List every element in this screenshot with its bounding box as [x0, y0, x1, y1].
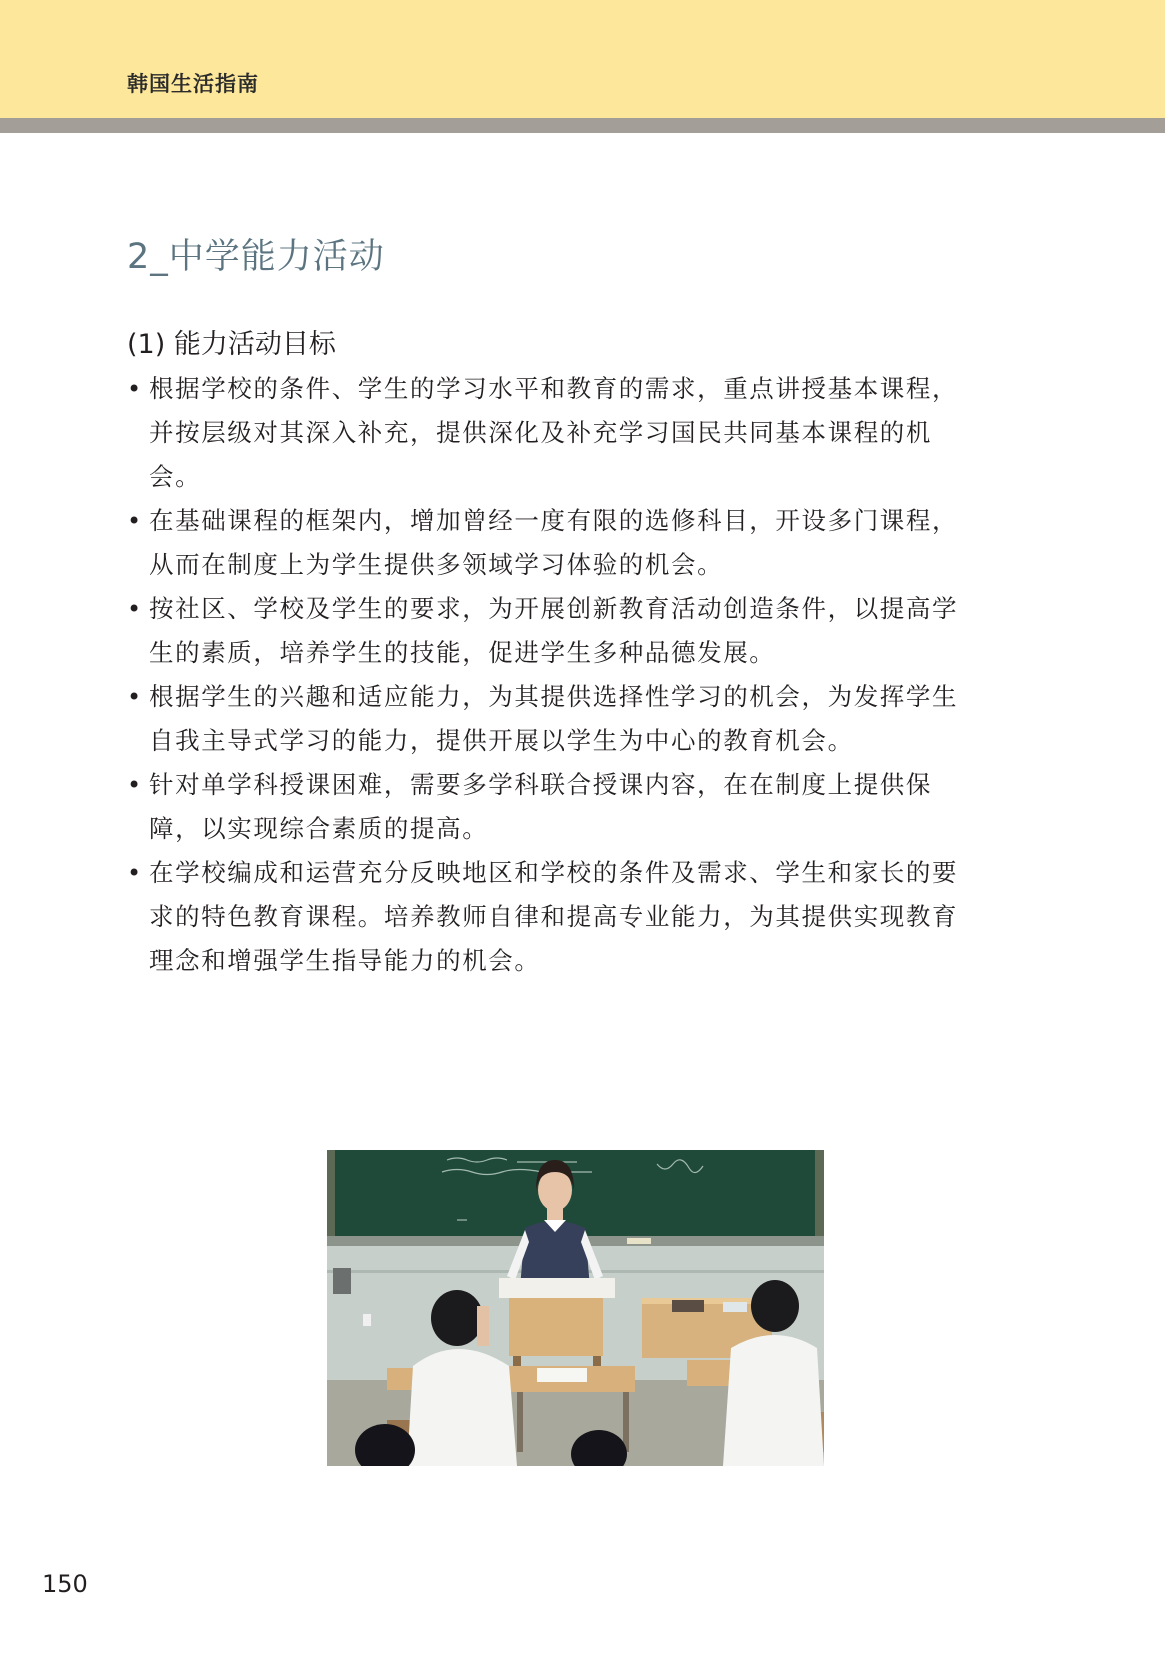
list-item [127, 763, 1027, 851]
list-item-line: 针对单学科授课困难，需要多学科联合授课内容，在在制度上提供保 [149, 770, 932, 799]
bullet-icon: • [127, 507, 143, 535]
list-item-line: 在学校编成和运营充分反映地区和学校的条件及需求、学生和家长的要 [149, 858, 959, 887]
classroom-illustration [327, 1150, 824, 1466]
bullet-icon: • [127, 375, 143, 403]
list-item [127, 499, 1027, 587]
list-item-line: 从而在制度上为学生提供多领域学习体验的机会。 [149, 550, 724, 579]
subsection-title: (1) 能力活动目标 [127, 329, 336, 360]
objectives-list [127, 367, 1027, 983]
list-item [127, 587, 1027, 675]
classroom-photo [327, 1150, 824, 1466]
list-item-line: 障，以实现综合素质的提高。 [149, 814, 489, 843]
header-rule [0, 118, 1165, 133]
bullet-icon: • [127, 771, 143, 799]
list-item [127, 675, 1027, 763]
list-item-line: 理念和增强学生指导能力的机会。 [149, 946, 541, 975]
running-header-title: 韩国生活指南 [127, 72, 259, 96]
list-item-line: 根据学校的条件、学生的学习水平和教育的需求，重点讲授基本课程， [149, 374, 959, 403]
list-item-line: 生的素质，培养学生的技能，促进学生多种品德发展。 [149, 638, 776, 667]
page-number: 150 [42, 1570, 88, 1598]
list-item-line: 根据学生的兴趣和适应能力，为其提供选择性学习的机会，为发挥学生 [149, 682, 959, 711]
bullet-icon: • [127, 595, 143, 623]
header-band [0, 0, 1165, 118]
list-item-line: 在基础课程的框架内，增加曾经一度有限的选修科目，开设多门课程， [149, 506, 959, 535]
bullet-icon: • [127, 859, 143, 887]
list-item-line: 并按层级对其深入补充，提供深化及补充学习国民共同基本课程的机 [149, 418, 932, 447]
list-item [127, 851, 1027, 983]
list-item-line: 自我主导式学习的能力，提供开展以学生为中心的教育机会。 [149, 726, 854, 755]
list-item-line: 求的特色教育课程。培养教师自律和提高专业能力，为其提供实现教育 [149, 902, 959, 931]
section-title: 2_中学能力活动 [127, 237, 385, 277]
bullet-icon: • [127, 683, 143, 711]
list-item [127, 367, 1027, 499]
list-item-line: 按社区、学校及学生的要求，为开展创新教育活动创造条件，以提高学 [149, 594, 959, 623]
list-item-line: 会。 [149, 462, 202, 491]
